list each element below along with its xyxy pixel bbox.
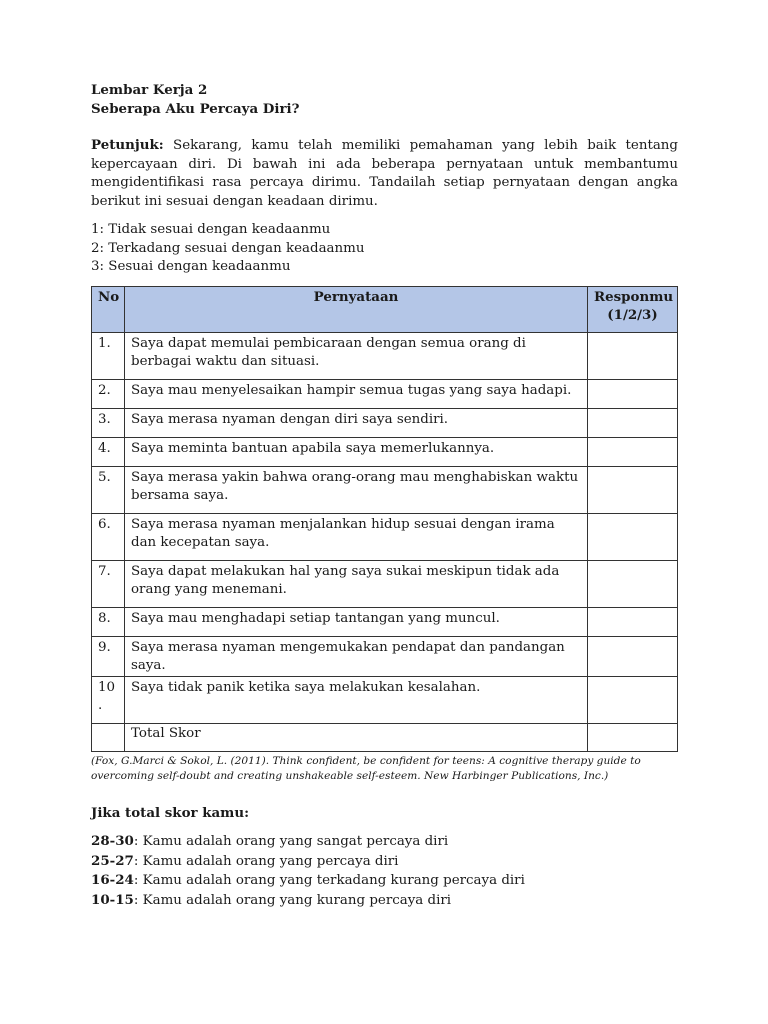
row-response-cell[interactable]	[588, 676, 678, 723]
worksheet-page	[91, 81, 678, 910]
scale-item: 2: Terkadang sesuai dengan keadaanmu	[91, 240, 365, 256]
result-text: : Kamu adalah orang yang percaya diri	[133, 853, 399, 869]
result-text: : Kamu adalah orang yang terkadang kurang percaya diri	[133, 873, 525, 888]
scale-item: 3: Sesuai dengan keadaanmu	[91, 259, 291, 274]
total-row	[92, 723, 678, 751]
row-statement: Saya mau menghadapi setiap tantangan yang muncul.	[125, 607, 588, 636]
result-text: : Kamu adalah orang yang sangat percaya diri	[133, 834, 449, 849]
scale-item: 1: Tidak sesuai dengan keadaanmu	[91, 222, 331, 237]
table-header-row	[92, 286, 678, 332]
row-statement: Saya merasa nyaman menjalankan hidup sesuai dengan irama dan kecepatan saya.	[125, 513, 588, 560]
result-text: : Kamu adalah orang yang kurang percaya diri	[133, 892, 452, 908]
row-statement: Saya meminta bantuan apabila saya memerlukannya.	[125, 437, 588, 466]
row-number: 5.	[92, 466, 125, 513]
row-number: 1.	[92, 332, 125, 379]
table-row	[92, 437, 678, 466]
row-number: 6.	[92, 513, 125, 560]
table-row	[92, 379, 678, 408]
row-statement: Saya merasa yakin bahwa orang-orang mau menghabiskan waktu bersama saya.	[125, 466, 588, 513]
header-response	[588, 286, 678, 332]
row-response-cell[interactable]	[588, 408, 678, 437]
row-number: 9.	[92, 636, 125, 676]
table-row	[92, 513, 678, 560]
worksheet-label: Lembar Kerja 2	[91, 82, 208, 98]
total-label: Total Skor	[125, 723, 588, 751]
result-heading: Jika total skor kamu:	[91, 804, 250, 821]
row-statement: Saya dapat melakukan hal yang saya sukai meskipun tidak ada orang yang menemani.	[125, 560, 588, 607]
table-row	[92, 466, 678, 513]
citation: (Fox, G.Marci & Sokol, L. (2011). Think confident, be confident for teens: A cognitive therapy guide to overcoming self-doubt and creating unshakeable self-esteem. New Harbinger Publications, Inc.)	[91, 754, 641, 782]
row-statement: Saya dapat memulai pembicaraan dengan semua orang di berbagai waktu dan situasi.	[125, 332, 588, 379]
row-statement: Saya merasa nyaman mengemukakan pendapat dan pandangan saya.	[125, 636, 588, 676]
result-item	[91, 852, 678, 872]
row-number: 2.	[92, 379, 125, 408]
table-row	[92, 332, 678, 379]
result-range: 16-24	[91, 872, 134, 888]
instructions	[91, 136, 678, 211]
row-response-cell[interactable]	[588, 560, 678, 607]
table-row	[92, 636, 678, 676]
row-number: 4.	[92, 437, 125, 466]
row-response-cell[interactable]	[588, 379, 678, 408]
row-response-cell[interactable]	[588, 636, 678, 676]
instructions-label: Petunjuk:	[91, 137, 164, 153]
header-no: No	[92, 286, 125, 332]
header-statement: Pernyataan	[125, 286, 588, 332]
result-range: 25-27	[91, 852, 134, 869]
total-no-cell	[92, 723, 125, 751]
row-response-cell[interactable]	[588, 513, 678, 560]
result-range: 10-15	[91, 891, 134, 908]
result-item	[91, 891, 678, 911]
row-number: 10 .	[92, 676, 125, 723]
total-score-cell[interactable]	[588, 723, 678, 751]
row-response-cell[interactable]	[588, 466, 678, 513]
row-statement: Saya tidak panik ketika saya melakukan kesalahan.	[125, 676, 588, 723]
result-range: 28-30	[91, 833, 134, 849]
result-list	[91, 832, 678, 910]
table-row	[92, 560, 678, 607]
row-response-cell[interactable]	[588, 607, 678, 636]
row-response-cell[interactable]	[588, 437, 678, 466]
table-row	[92, 676, 678, 723]
row-number: 7.	[92, 560, 125, 607]
result-item	[91, 871, 678, 891]
row-number: 3.	[92, 408, 125, 437]
header-response-scale: (1/2/3)	[607, 307, 658, 323]
result-item	[91, 832, 678, 852]
row-response-cell[interactable]	[588, 332, 678, 379]
scale-legend	[91, 221, 678, 277]
header-response-label: Responmu	[594, 288, 674, 305]
table-row	[92, 408, 678, 437]
statement-table	[91, 286, 678, 752]
row-statement: Saya merasa nyaman dengan diri saya sendiri.	[125, 408, 588, 437]
worksheet-title: Seberapa Aku Percaya Diri?	[91, 100, 300, 117]
table-row	[92, 607, 678, 636]
row-statement: Saya mau menyelesaikan hampir semua tugas yang saya hadapi.	[125, 379, 588, 408]
instructions-text: Sekarang, kamu telah memiliki pemahaman yang lebih baik tentang kepercayaan diri. Di bawah ini ada beberapa pernyataan untuk membantumu mengidentifikasi rasa percaya dirimu. Tandailah setiap pernyataan dengan angka berikut ini sesuai dengan keadaan dirimu.	[91, 138, 678, 209]
row-number: 8.	[92, 607, 125, 636]
